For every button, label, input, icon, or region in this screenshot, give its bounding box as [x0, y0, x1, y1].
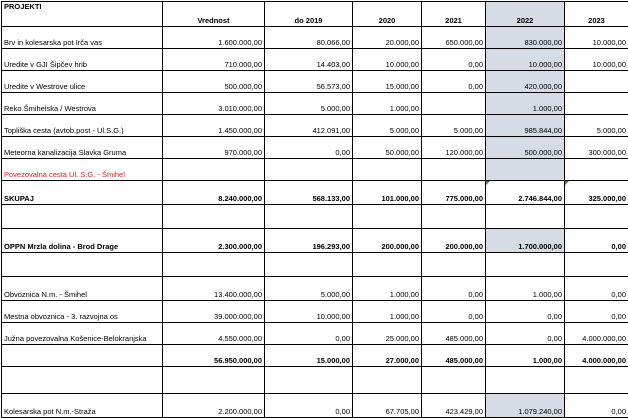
cell-vrednost[interactable]: 710.000,00: [163, 49, 265, 71]
cell-do-2019[interactable]: 14.403,00: [265, 49, 353, 71]
cell-vrednost[interactable]: 2.200.000,00: [163, 394, 265, 418]
cell-2021[interactable]: 0,00: [422, 71, 486, 93]
cell-2023[interactable]: 0,00: [565, 277, 628, 301]
table-row: [2, 49, 628, 71]
row-label[interactable]: Brv in kolesarska pot Irča vas: [2, 27, 163, 49]
cell-do-2019[interactable]: 5.000,00: [265, 277, 353, 301]
cell-vrednost[interactable]: [163, 367, 265, 394]
header-do-2019[interactable]: do 2019: [265, 2, 353, 27]
cell-2022[interactable]: 1.000,00: [486, 277, 565, 301]
cell-2021[interactable]: 0,00: [422, 301, 486, 323]
cell-2023[interactable]: 0,00: [565, 394, 628, 418]
cell-2020[interactable]: [353, 253, 422, 277]
cell-2023[interactable]: [565, 205, 628, 229]
table-row: [2, 71, 628, 93]
cell-2023[interactable]: [565, 93, 628, 115]
cell-vrednost[interactable]: 4.550.000,00: [163, 323, 265, 345]
cell-2023[interactable]: 0,00: [565, 301, 628, 323]
row-label[interactable]: Kolesarska pot N.m.-Straža: [2, 394, 163, 418]
cell-2022[interactable]: [486, 367, 565, 394]
cell-2023[interactable]: 10.000,00: [565, 27, 628, 49]
cell-2022[interactable]: 10.000,00: [486, 49, 565, 71]
cell-do-2019[interactable]: 0,00: [265, 137, 353, 159]
cell-2021[interactable]: 0,00: [422, 49, 486, 71]
cell-vrednost[interactable]: 970.000,00: [163, 137, 265, 159]
row-label[interactable]: Uredite v GJI Šipčev hrib: [2, 49, 163, 71]
cell-vrednost[interactable]: 13.400.000,00: [163, 277, 265, 301]
cell-2020[interactable]: 5.000,00: [353, 115, 422, 137]
cell-2020[interactable]: 67.705,00: [353, 394, 422, 418]
projects-table: [1, 1, 628, 418]
cell-do-2019[interactable]: 196.293,00: [265, 229, 353, 253]
cell-2020[interactable]: 1.000,00: [353, 93, 422, 115]
cell-2020[interactable]: 25.000,00: [353, 323, 422, 345]
cell-do-2019[interactable]: 568.133,00: [265, 181, 353, 205]
row-label[interactable]: Meteorna kanalizacija Slavka Gruma: [2, 137, 163, 159]
cell-2022[interactable]: 985.844,00: [486, 115, 565, 137]
cell-2021[interactable]: 120.000,00: [422, 137, 486, 159]
row-label[interactable]: Reko Šmihelska / Westrova: [2, 93, 163, 115]
cell-2023[interactable]: [565, 367, 628, 394]
row-label[interactable]: Obvoznica N.m. - Šmihel: [2, 277, 163, 301]
cell-vrednost[interactable]: 1.600.000,00: [163, 27, 265, 49]
empty-row: [2, 205, 628, 229]
cell-2023[interactable]: 300.000,00: [565, 137, 628, 159]
cell-2021[interactable]: 485.000,00: [422, 323, 486, 345]
cell-2020[interactable]: 10.000,00: [353, 49, 422, 71]
table-row: [2, 137, 628, 159]
cell-2023[interactable]: 325.000,00: [565, 181, 628, 205]
cell-do-2019[interactable]: 10.000,00: [265, 301, 353, 323]
table-row: [2, 159, 628, 181]
cell-2022[interactable]: 1.700.000,00: [486, 229, 565, 253]
cell-do-2019[interactable]: [265, 205, 353, 229]
header-2023[interactable]: 2023: [565, 2, 628, 27]
cell-2020[interactable]: [353, 367, 422, 394]
cell-vrednost[interactable]: 2.300.000,00: [163, 229, 265, 253]
cell-2023[interactable]: [565, 253, 628, 277]
cell-do-2019[interactable]: [265, 367, 353, 394]
cell-2023[interactable]: 4.000.000,00: [565, 345, 628, 367]
table-row: [2, 229, 628, 253]
cell-2023[interactable]: 10.000,00: [565, 49, 628, 71]
cell-do-2019[interactable]: [265, 253, 353, 277]
cell-2020[interactable]: [353, 159, 422, 181]
cell-vrednost[interactable]: 1.450.000,00: [163, 115, 265, 137]
row-label[interactable]: [2, 345, 163, 367]
header-vrednost[interactable]: Vrednost: [163, 2, 265, 27]
cell-do-2019[interactable]: 5.000,00: [265, 93, 353, 115]
header-row: [2, 2, 628, 27]
row-label[interactable]: Povezovalna cesta Ul. S.G. - Šmihel: [2, 159, 163, 181]
cell-2020[interactable]: 20.000,00: [353, 27, 422, 49]
subtotal-row: [2, 345, 628, 367]
cell-do-2019[interactable]: 56.573,00: [265, 71, 353, 93]
cell-2022[interactable]: [486, 253, 565, 277]
cell-2021[interactable]: [422, 205, 486, 229]
table-row: [2, 277, 628, 301]
cell-2021[interactable]: 775.000,00: [422, 181, 486, 205]
cell-2023[interactable]: [565, 159, 628, 181]
cell-2021[interactable]: [422, 159, 486, 181]
cell-2020[interactable]: 50.000,00: [353, 137, 422, 159]
row-label[interactable]: SKUPAJ: [2, 181, 163, 205]
cell-2023[interactable]: 0,00: [565, 229, 628, 253]
cell-2020[interactable]: 1.000,00: [353, 277, 422, 301]
cell-2020[interactable]: 15.000,00: [353, 71, 422, 93]
cell-2022[interactable]: [486, 205, 565, 229]
cell-2020[interactable]: 27.000,00: [353, 345, 422, 367]
cell-2023[interactable]: 4.000.000,00: [565, 323, 628, 345]
cell-2022[interactable]: 420.000,00: [486, 71, 565, 93]
cell-2020[interactable]: 200.000,00: [353, 229, 422, 253]
table-row: [2, 27, 628, 49]
cell-vrednost[interactable]: [163, 205, 265, 229]
header-projekti[interactable]: PROJEKTI: [2, 2, 163, 27]
cell-2021[interactable]: 423.429,00: [422, 394, 486, 418]
table-row: [2, 115, 628, 137]
cell-vrednost[interactable]: 39.000.000,00: [163, 301, 265, 323]
cell-do-2019[interactable]: 0,00: [265, 323, 353, 345]
cell-2022[interactable]: 1.000,00: [486, 345, 565, 367]
empty-row: [2, 367, 628, 394]
cell-2022[interactable]: 0,00: [486, 301, 565, 323]
cell-2021[interactable]: [422, 253, 486, 277]
row-label[interactable]: Južna povezovalna Košenice-Belokranjska: [2, 323, 163, 345]
cell-2021[interactable]: [422, 93, 486, 115]
cell-2022[interactable]: 1.079.240,00: [486, 394, 565, 418]
cell-2022[interactable]: 830.000,00: [486, 27, 565, 49]
cell-2021[interactable]: 0,00: [422, 277, 486, 301]
cell-2020[interactable]: 101.000,00: [353, 181, 422, 205]
cell-2021[interactable]: 650.000,00: [422, 27, 486, 49]
cell-2022[interactable]: [486, 159, 565, 181]
table-row: [2, 93, 628, 115]
cell-do-2019[interactable]: 0,00: [265, 394, 353, 418]
row-label[interactable]: [2, 205, 163, 229]
cell-vrednost[interactable]: 500.000,00: [163, 71, 265, 93]
empty-row: [2, 253, 628, 277]
cell-vrednost[interactable]: 8.240.000,00: [163, 181, 265, 205]
header-2022[interactable]: 2022: [486, 2, 565, 27]
row-label[interactable]: Uredite v Westrove ulice: [2, 71, 163, 93]
row-label[interactable]: OPPN Mrzla dolina - Brod Drage: [2, 229, 163, 253]
cell-do-2019[interactable]: 412.091,00: [265, 115, 353, 137]
total-row: [2, 181, 628, 205]
cell-2023[interactable]: [565, 71, 628, 93]
table-row: [2, 394, 628, 418]
cell-2021[interactable]: 5.000,00: [422, 115, 486, 137]
cell-vrednost[interactable]: [163, 253, 265, 277]
row-label[interactable]: [2, 367, 163, 394]
cell-2023[interactable]: 5.000,00: [565, 115, 628, 137]
cell-2020[interactable]: [353, 205, 422, 229]
cell-vrednost[interactable]: [163, 159, 265, 181]
row-label[interactable]: Topliška cesta (avtob.post - Ul.S.G.): [2, 115, 163, 137]
cell-do-2019[interactable]: 15.000,00: [265, 345, 353, 367]
cell-2022[interactable]: 2.746.844,00: [486, 181, 565, 205]
cell-2020[interactable]: 1.000,00: [353, 301, 422, 323]
cell-do-2019[interactable]: 80.066,00: [265, 27, 353, 49]
cell-2021[interactable]: 200.000,00: [422, 229, 486, 253]
cell-2022[interactable]: 500.000,00: [486, 137, 565, 159]
cell-do-2019[interactable]: [265, 159, 353, 181]
cell-2021[interactable]: [422, 367, 486, 394]
cell-vrednost[interactable]: 56.950.000,00: [163, 345, 265, 367]
header-2021[interactable]: 2021: [422, 2, 486, 27]
cell-2022[interactable]: 1.000,00: [486, 93, 565, 115]
header-2020[interactable]: 2020: [353, 2, 422, 27]
table-row: [2, 301, 628, 323]
cell-2022[interactable]: 0,00: [486, 323, 565, 345]
row-label[interactable]: [2, 253, 163, 277]
cell-vrednost[interactable]: 3.010.000,00: [163, 93, 265, 115]
row-label[interactable]: Mestna obvoznica - 3. razvojna os: [2, 301, 163, 323]
cell-2021[interactable]: 485.000,00: [422, 345, 486, 367]
table-row: [2, 323, 628, 345]
